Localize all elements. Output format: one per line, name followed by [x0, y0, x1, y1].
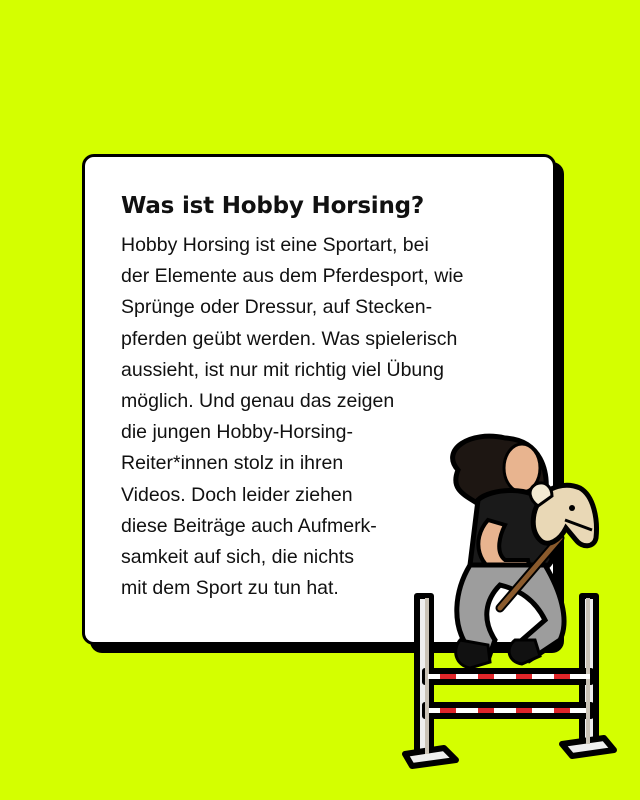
body-line: Hobby Horsing ist eine Sportart, bei [121, 234, 429, 256]
body-line: samkeit auf sich, die nichts [121, 546, 355, 569]
body-line: Sprünge oder Dressur, auf Stecken- [121, 296, 433, 319]
body-line: die jungen Hobby-Horsing- [121, 421, 353, 444]
card-title: Was ist Hobby Horsing? [121, 193, 425, 219]
jump-obstacle [405, 596, 614, 766]
hobby-horse-rider-illustration [400, 430, 640, 800]
body-line: Reiter*innen stolz in ihren [121, 452, 344, 475]
body-line: der Elemente aus dem Pferdesport, wie [121, 265, 464, 288]
body-line: möglich. Und genau das zeigen [121, 390, 395, 413]
body-line: diese Beiträge auch Aufmerk- [121, 514, 377, 537]
body-line: mit dem Sport zu tun hat. [121, 577, 339, 600]
body-line: pferden geübt werden. Was spielerisch [121, 327, 458, 350]
body-line: aussieht, ist nur mit richtig viel Übung [121, 358, 444, 381]
body-line: Videos. Doch leider ziehen [121, 483, 353, 506]
